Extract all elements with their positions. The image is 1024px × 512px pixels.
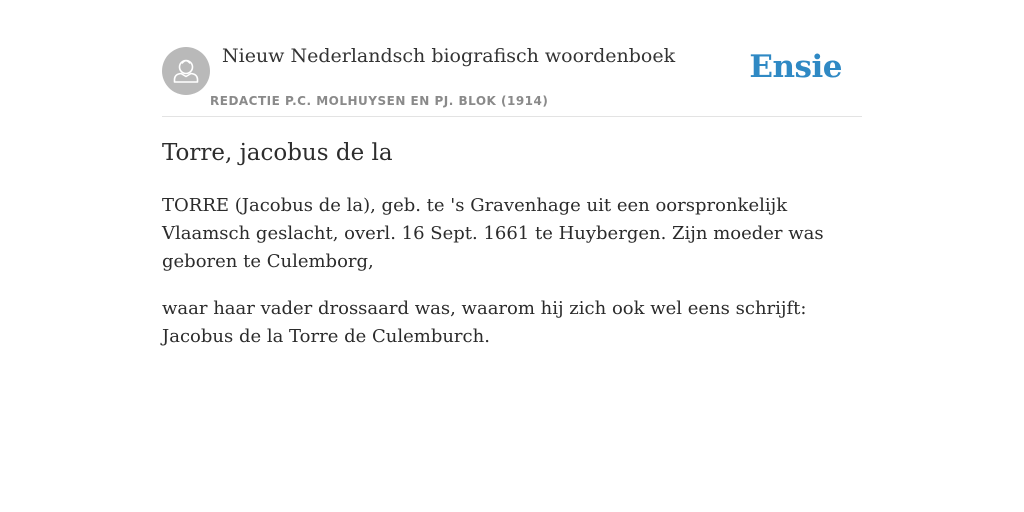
- source-editors: REDACTIE P.C. MOLHUYSEN EN PJ. BLOK (1914): [210, 94, 549, 108]
- entry-paragraph: waar haar vader drossaard was, waarom hij zich ook wel eens schrijft: Jacobus de la Torre de Culemburch.: [162, 298, 807, 347]
- avatar: [162, 47, 210, 95]
- entry-paragraph: TORRE (Jacobus de la), geb. te 's Gravenhage uit een oorspronkelijk Vlaamsch geslacht, overl. 16 Sept. 1661 te Huybergen. Zijn moeder was geboren te Culemborg,: [162, 195, 824, 272]
- source-header: [162, 0, 862, 117]
- ensie-logo[interactable]: Ensie: [749, 49, 842, 85]
- page-content: [162, 0, 862, 347]
- source-title[interactable]: Nieuw Nederlandsch biografisch woordenboek: [222, 45, 676, 67]
- entry-title: Torre, jacobus de la: [162, 140, 393, 166]
- user-icon: [162, 47, 210, 95]
